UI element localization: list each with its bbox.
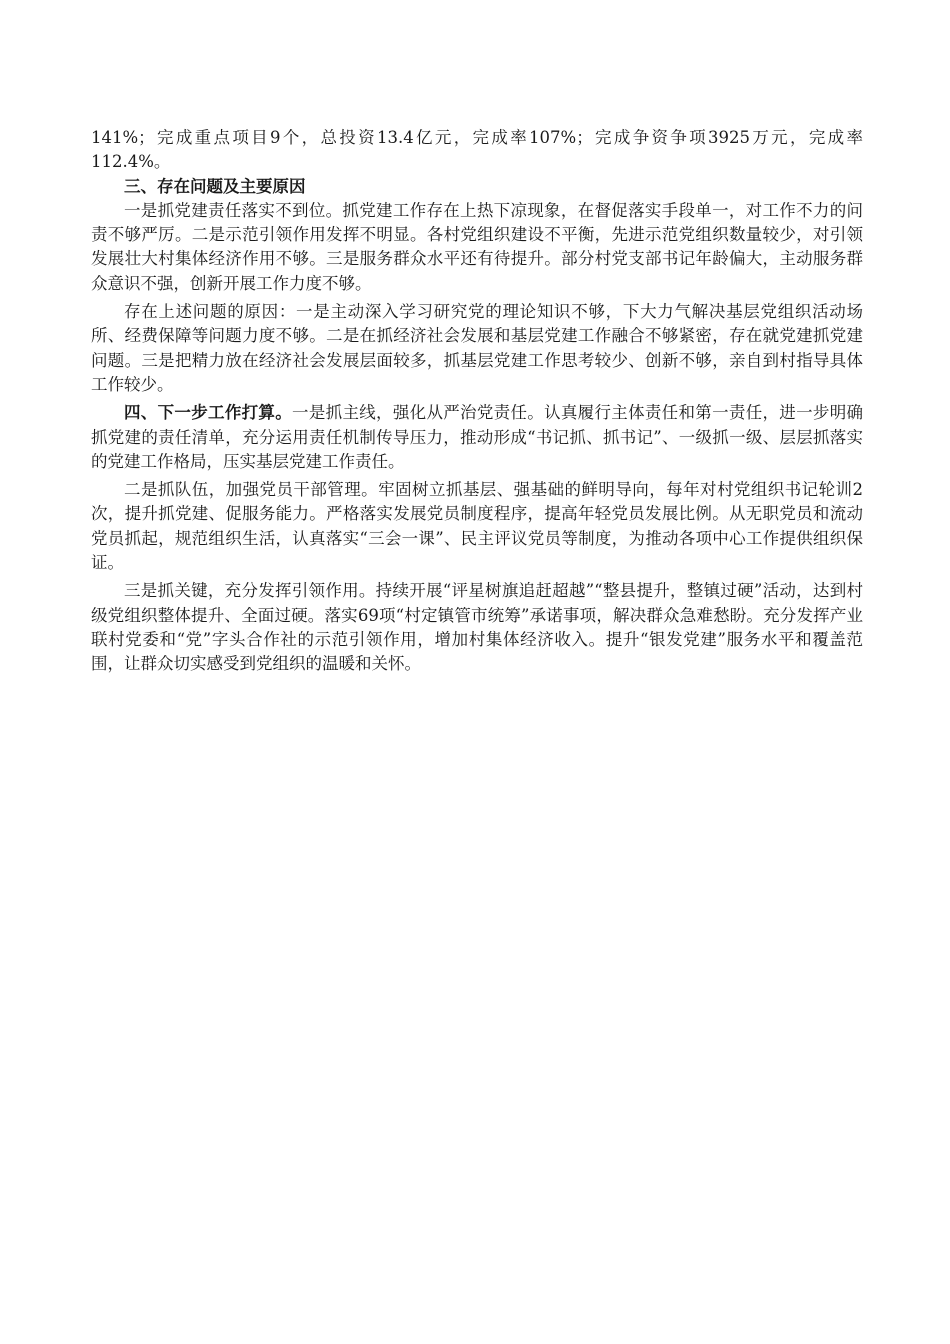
continuation-paragraph: 141%；完成重点项目9个，总投资13.4亿元，完成率107%；完成争资争项3925万元，完成率112.4%。 [91, 128, 863, 172]
section-heading-next-steps: 四、下一步工作打算。 [124, 403, 293, 423]
problems-paragraph: 一是抓党建责任落实不到位。抓党建工作存在上热下凉现象，在督促落实手段单一，对工作不力的问责不够严厉。二是示范引领作用发挥不明显。各村党组织建设不平衡，先进示范党组织数量较少，对引领发展壮大村集体经济作用不够。三是服务群众水平还有待提升。部分村党支部书记年龄偏大，主动服务群众意识不强，创新开展工作力度不够。 [91, 200, 863, 293]
next-steps-first-item: 一是抓主线，强化从严治党责任。认真履行主体责任和第一责任，进一步明确抓党建的责任清单，充分运用责任机制传导压力，推动形成“书记抓、抓书记”、一级抓一级、层层抓落实的党建工作格局，压实基层党建工作责任。 [91, 403, 864, 471]
next-steps-paragraph [91, 401, 863, 474]
team-building-paragraph: 二是抓队伍，加强党员干部管理。牢固树立抓基层、强基础的鲜明导向，每年对村党组织书记轮训2次，提升抓党建、促服务能力。严格落实发展党员制度程序，提高年轻党员发展比例。从无职党员和流动党员抓起，规范组织生活，认真落实“三会一课”、民主评议党员等制度，为推动各项中心工作提供组织保证。 [91, 480, 863, 573]
section-heading-problems: 三、存在问题及主要原因 [124, 176, 306, 196]
document-body [91, 126, 863, 677]
causes-paragraph: 存在上述问题的原因：一是主动深入学习研究党的理论知识不够，下大力气解决基层党组织活动场所、经费保障等问题力度不够。二是在抓经济社会发展和基层党建工作融合不够紧密，存在就党建抓党建问题。三是把精力放在经济社会发展层面较多，抓基层党建工作思考较少、创新不够，亲自到村指导具体工作较少。 [91, 302, 863, 394]
key-actions-paragraph: 三是抓关键，充分发挥引领作用。持续开展“评星树旗追赶超越”“整县提升，整镇过硬”活动，达到村级党组织整体提升、全面过硬。落实69项“村定镇管市统筹”承诺事项，解决群众急难愁盼。充分发挥产业联村党委和“党”字头合作社的示范引领作用，增加村集体经济收入。提升“银发党建”服务水平和覆盖范围，让群众切实感受到党组织的温暖和关怀。 [91, 581, 863, 674]
